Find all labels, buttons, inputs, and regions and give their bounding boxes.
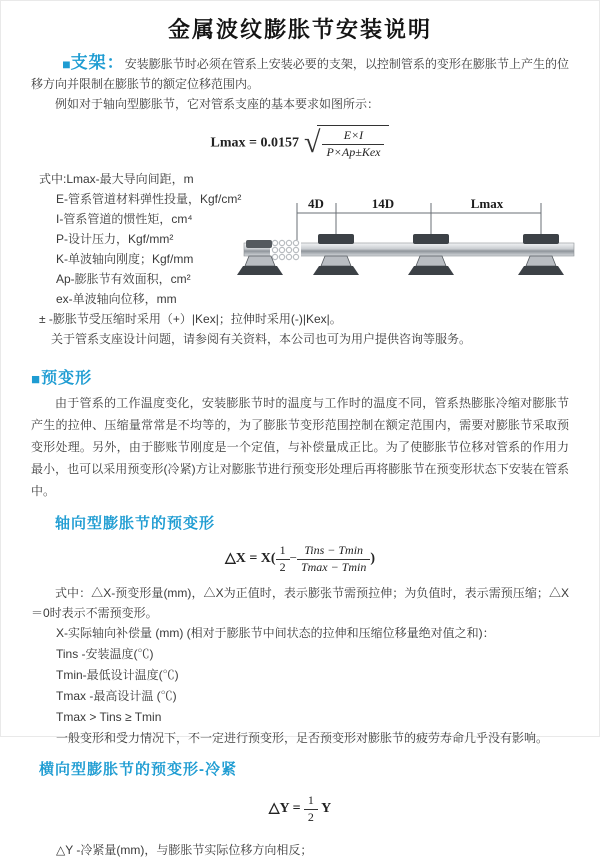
section-square-icon: ■ bbox=[62, 56, 71, 72]
formula-lhs: △X = X( bbox=[224, 551, 276, 567]
close-paren: ) bbox=[370, 551, 376, 567]
lateral-subheading: 横向型膨胀节的预变形-冷紧 bbox=[39, 761, 237, 779]
predeform-heading-text: 预变形 bbox=[41, 370, 93, 388]
formula-lhs: Lmax = 0.0157 bbox=[210, 135, 299, 151]
axial-subheading: 轴向型膨胀节的预变形 bbox=[55, 515, 216, 533]
support-section-heading: 支架： bbox=[70, 53, 125, 72]
definition-line: Ap-膨胀节有效面积，cm² bbox=[56, 272, 191, 287]
definition-line: P-设计压力，Kgf/mm² bbox=[56, 232, 174, 247]
formula-lhs: △Y = bbox=[268, 801, 301, 817]
axial-explain-paragraph: 式中：△X-预变形量(mm)，△X为正值时，表示膨张节需预拉伸；为负值时，表示需预压缩；△X＝0时表示不需预变形。 bbox=[31, 586, 569, 621]
axial-definition-lines bbox=[31, 623, 569, 749]
definition-line: ex-单波轴向位移，mm bbox=[56, 292, 177, 307]
document-content bbox=[1, 53, 599, 860]
pipe-support-diagram bbox=[244, 195, 596, 291]
definition-line: I-管系管道的惯性矩，cm⁴ bbox=[56, 212, 193, 227]
formula-denominator: P×Ap±Kex bbox=[326, 144, 381, 159]
predeform-paragraph: 由于管系的工作温度变化，安装膨胀节时的温度与工作时的温度不同，管系热膨胀冷缩对膨胀节产生的拉伸、压缩量常常是不均等的，为了膨胀节变形范围控制在额定范围内，需要对膨胀节采取预变形处理。另外，由于膨账节刚度是一个定值，与补偿量成正比。为了使膨胀节位移对管系的作用力最小，也可以采用预变形(冷紧)方让对膨胀节进行预变形处理后再将膨胀节在预变形状态下安装在管系中。 bbox=[31, 396, 569, 499]
definition-line: E-管系管道材料弹性投量，Kgf/cm² bbox=[56, 192, 242, 207]
axial-line: X-实际轴向补偿量 (mm) (相对于膨胀节中间状态的拉伸和压缩位移量绝对值之和)： bbox=[56, 626, 495, 641]
support-example-line: 例如对于轴向型膨胀节，它对管系支座的基本要求如图所示： bbox=[55, 97, 380, 111]
half-fraction: $\frac{1}{2}$ bbox=[304, 793, 318, 825]
formula-numerator: E×I bbox=[322, 128, 384, 145]
radicand bbox=[317, 125, 389, 160]
definition-line: 式中:Lmax-最大导向间距，m bbox=[39, 172, 194, 187]
axial-line: Tmax > Tins ≥ Tmin bbox=[56, 710, 162, 725]
page-title: 金属波纹膨胀节安装说明 bbox=[167, 17, 432, 42]
definition-line: ± -膨胀节受压缩时采用（+）|Kex|；拉伸时采用(-)|Kex|。 bbox=[39, 312, 342, 327]
support-intro-text: 安装膨胀节时必须在管系上安装必要的支架，以控制管系的变形在膨胀节上产生的位移方向并限制在膨胀节的额定位移范围内。 bbox=[31, 57, 569, 91]
formula-rhs: Y bbox=[321, 801, 332, 817]
axial-line: Tins -安装温度(℃) bbox=[56, 647, 154, 662]
lmax-formula bbox=[31, 125, 569, 160]
axial-line: Tmin-最低设计温度(℃) bbox=[56, 668, 179, 683]
bellows-icon bbox=[270, 240, 301, 260]
lateral-note-line: △Y -冷紧量(mm)，与膨胀节实际位移方向相反； bbox=[56, 842, 313, 857]
dimension-label-14d: 14D bbox=[371, 196, 395, 211]
lateral-formula bbox=[31, 793, 569, 825]
temperature-fraction: $\frac{\text{Tins − Tmin}}{Tmax - Tmin}$ bbox=[297, 543, 370, 575]
dimension-label-4d: 4D bbox=[308, 196, 324, 211]
axial-formula bbox=[31, 543, 569, 575]
half-fraction: $\frac{1}{2}$ bbox=[276, 543, 290, 575]
axial-line: Tmax -最高设计温 (℃) bbox=[56, 689, 177, 704]
definition-line: K-单波轴向刚度；Kgf/mm bbox=[56, 252, 194, 267]
minus-sign: − bbox=[289, 550, 297, 566]
radical-sign: √ bbox=[304, 125, 321, 159]
predeform-section-heading bbox=[31, 365, 569, 388]
dimension-label-lmax: Lmax bbox=[470, 196, 504, 211]
service-note-line: 关于管系支座设计问题，请参阅有关资料，本公司也可为用户提供咨询等服务。 bbox=[51, 332, 472, 347]
axial-line: 一般变形和受力情况下，不一定进行预变形，足否预变形对膨胀节的疲劳寿命几乎没有影响。 bbox=[56, 731, 549, 746]
support-paragraph bbox=[31, 53, 569, 94]
section-square-icon: ■ bbox=[31, 371, 42, 389]
dimension-labels bbox=[308, 196, 504, 211]
